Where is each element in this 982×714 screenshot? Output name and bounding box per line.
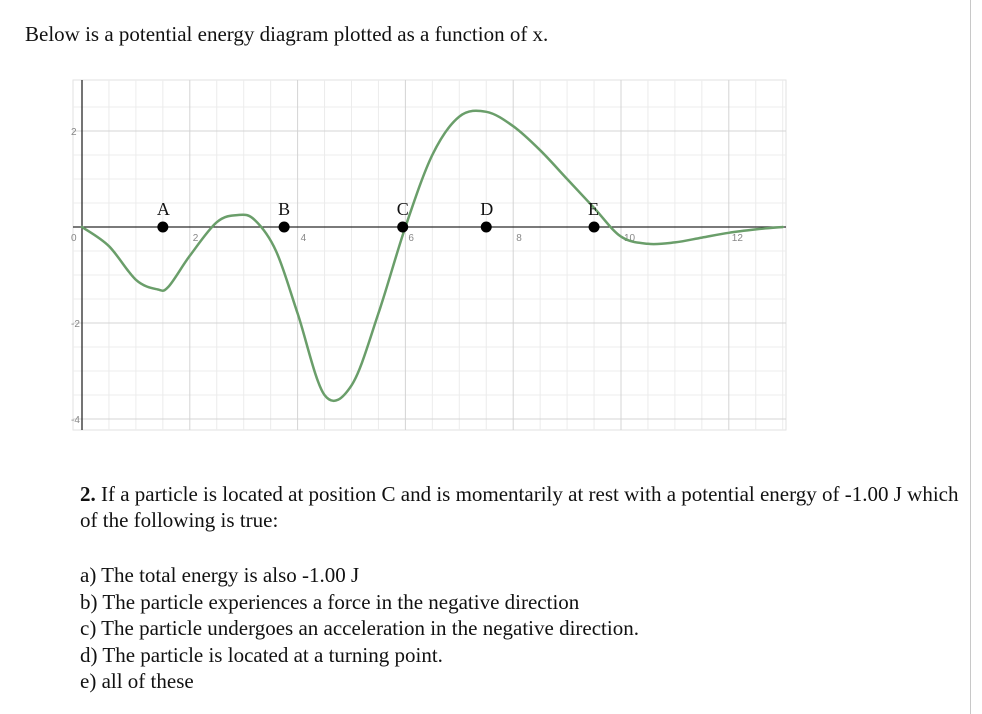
option-d: d) The particle is located at a turning point. bbox=[80, 642, 443, 667]
x-tick-label: 8 bbox=[516, 233, 522, 244]
point-c-label: C bbox=[396, 199, 409, 219]
option-b: b) The particle experiences a force in the negative direction bbox=[80, 589, 580, 614]
point-d-label: D bbox=[480, 199, 494, 219]
x-tick-label: 0 bbox=[71, 233, 77, 244]
option-e: e) all of these bbox=[80, 669, 194, 693]
option-c: c) The particle undergoes an acceleration in the negative direction. bbox=[80, 616, 639, 640]
x-tick-label: 2 bbox=[192, 233, 199, 244]
y-tick-label: -4 bbox=[71, 415, 80, 426]
x-tick-label: 12 bbox=[731, 233, 743, 244]
question-number: 2. bbox=[80, 482, 96, 506]
option-a: a) The total energy is also -1.00 J bbox=[80, 563, 360, 587]
x-tick-label: 4 bbox=[300, 233, 307, 244]
x-tick-label: 6 bbox=[408, 233, 414, 244]
point-b-label: B bbox=[278, 199, 291, 219]
y-tick-label: 2 bbox=[71, 127, 77, 138]
question-text: If a particle is located at position C and is momentarily at rest with a potential energy of -1.00 J which of the following is true: bbox=[80, 482, 959, 532]
point-d-marker bbox=[481, 222, 492, 233]
point-b-marker bbox=[279, 222, 290, 233]
intro-text: Below is a potential energy diagram plotted as a function of x. bbox=[25, 22, 549, 46]
point-a-label: A bbox=[156, 199, 170, 219]
point-e-marker bbox=[589, 222, 600, 233]
question-2 bbox=[80, 481, 960, 533]
answer-options bbox=[80, 562, 639, 695]
graph-frame bbox=[73, 80, 786, 430]
point-c-marker bbox=[397, 222, 408, 233]
point-e-label: E bbox=[588, 199, 600, 219]
y-tick-label: -2 bbox=[71, 319, 80, 330]
x-tick-label: 10 bbox=[624, 233, 636, 244]
point-a-marker bbox=[157, 222, 168, 233]
